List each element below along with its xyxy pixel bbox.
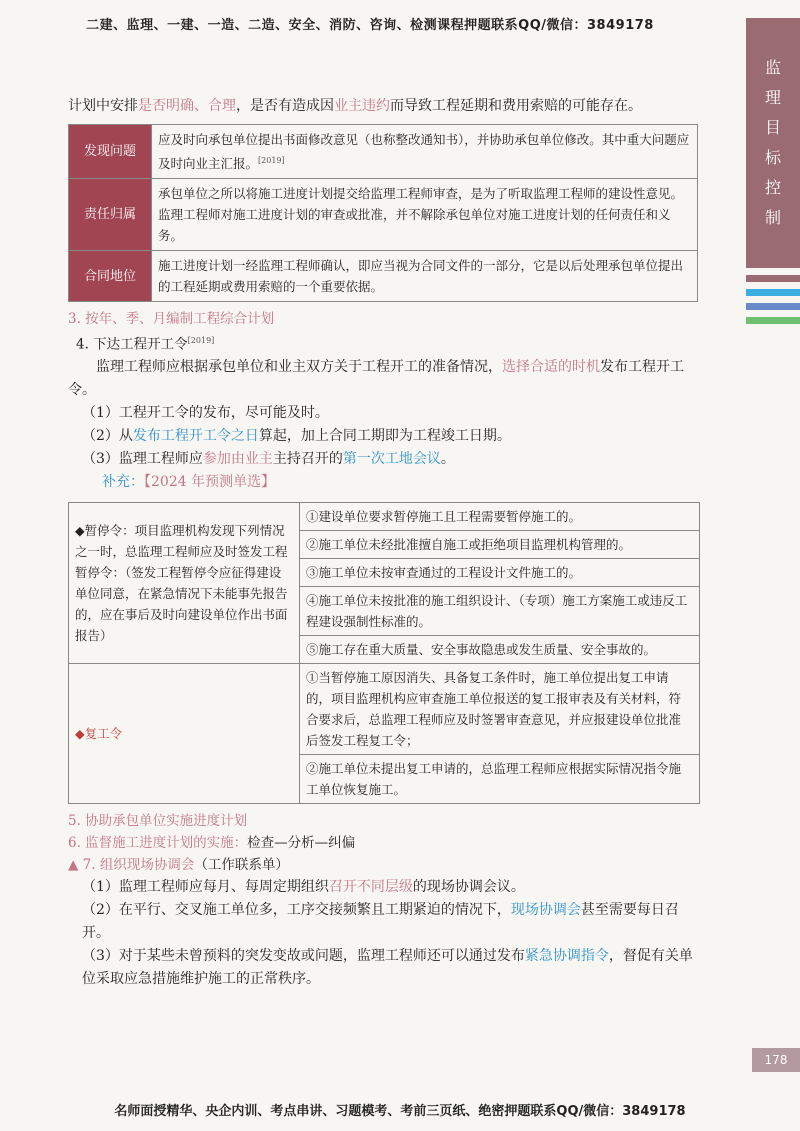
item-highlight: 发布工程开工令之日 <box>132 427 259 444</box>
year-note: [2019] <box>187 336 215 346</box>
side-tab-char: 制 <box>764 208 781 227</box>
bottom-banner: 名师面授精华、央企内训、考点串讲、习题模考、考前三页纸、绝密押题联系QQ/微信：3849178 <box>114 1104 686 1119</box>
stop-item: ③施工单位未按审查通过的工程设计文件施工的。 <box>300 558 700 586</box>
item-highlight: 紧急协调指令 <box>524 947 609 964</box>
para-text: 监理工程师应根据承包单位和业主双方关于工程开工的准备情况， <box>96 358 502 375</box>
side-tab-char: 理 <box>764 88 781 107</box>
item-text: 主持召开的 <box>272 450 343 467</box>
side-stripe <box>746 317 800 324</box>
s7-item-1 <box>68 876 700 899</box>
table-row <box>69 179 698 251</box>
s7-item-3 <box>68 945 700 991</box>
section-4-paragraph <box>68 356 700 402</box>
stop-item: ④施工单位未按批准的施工组织设计、（专项）施工方案施工或违反工程建设强制性标准的。 <box>300 586 700 635</box>
intro-text: ，是否有造成因 <box>236 98 334 114</box>
year-note: [2019] <box>258 156 285 165</box>
section-6-text: 检查—分析—纠偏 <box>247 834 356 851</box>
item-highlight: 第一次工地会议 <box>342 450 441 467</box>
item-highlight: 召开不同层级 <box>328 878 413 895</box>
row-text: 承包单位之所以将施工进度计划提交给监理工程师审查，是为了听取监理工程师的建设性意见。监理工程师对施工进度计划的审查或批准，并不解除承包单位对施工进度计划的任何责任和义务。 <box>152 179 698 251</box>
resume-item: ①当暂停施工原因消失、具备复工条件时，施工单位提出复工申请的，项目监理机构应审查施工单位报送的复工报审表及有关材料，符合要求后，总监理工程师应及时签署审查意见，并应报建设单位批准后签发工程复工令； <box>300 663 700 754</box>
section-5-title: 5. 协助承包单位实施进度计划 <box>68 812 248 829</box>
section-4-title <box>68 330 700 356</box>
section-7-text: （工作联系单） <box>194 856 289 873</box>
row-body: 应及时向承包单位提出书面修改意见（也称整改通知书），并协助承包单位修改。其中重大问题应及时向业主汇报。 <box>158 132 690 172</box>
resume-item: ②施工单位未提出复工申请的，总监理工程师应根据实际情况指令施工单位恢复施工。 <box>300 754 700 803</box>
item-text: 。 <box>440 450 455 467</box>
supplement-tag: 【2024 年预测单选】 <box>144 473 276 490</box>
side-stripe <box>746 303 800 310</box>
side-stripe <box>746 275 800 282</box>
side-tab-char: 标 <box>764 148 781 167</box>
supplement <box>68 471 700 494</box>
item-text: 算起，加上合同工期即为工程竣工日期。 <box>258 427 511 444</box>
side-tab-char: 目 <box>764 118 781 137</box>
row-text <box>152 125 698 179</box>
side-stripes <box>746 268 800 324</box>
stop-item: ⑤施工存在重大质量、安全事故隐患或发生质量、安全事故的。 <box>300 635 700 663</box>
page-content <box>68 95 700 991</box>
s4-item-3 <box>68 448 700 471</box>
item-highlight: 现场协调会 <box>510 901 581 918</box>
table-row <box>69 251 698 302</box>
top-banner: 二建、监理、一建、一造、二造、安全、消防、咨询、检测课程押题联系QQ/微信：3849178 <box>86 18 654 33</box>
side-tab-char: 控 <box>764 178 781 197</box>
item-text: （2）从 <box>82 427 133 444</box>
side-tab-char: 监 <box>764 58 781 77</box>
section-6-label: 6. 监督施工进度计划的实施： <box>68 834 248 851</box>
row-text: 施工进度计划一经监理工程师确认，即应当视为合同文件的一部分，它是以后处理承包单位提出的工程延期或费用索赔的一个重要依据。 <box>152 251 698 302</box>
section-4-text: 4. 下达工程开工令 <box>76 336 188 353</box>
stop-item: ①建设单位要求暂停施工且工程需要暂停施工的。 <box>300 502 700 530</box>
para-text: 发布工程开工令。 <box>68 358 684 398</box>
intro-highlight: 是否明确、合理 <box>138 98 236 114</box>
row-head: 发现问题 <box>69 125 152 179</box>
item-text: 甚至需要每日召开。 <box>82 901 679 941</box>
s7-item-2 <box>68 899 700 945</box>
section-3-title: 3. 按年、季、月编制工程综合计划 <box>68 311 275 328</box>
item-text: 的现场协调会议。 <box>412 878 525 895</box>
intro-text: 而导致工程延期和费用索赔的可能存在。 <box>390 98 642 114</box>
stop-order-cell: ◆暂停令：项目监理机构发现下列情况之一时，总监理工程师应及时签发工程暂停令：（签发工程暂停令应征得建设单位同意，在紧急情况下未能事先报告的，应在事后及时向建设单位作出书面报告） <box>69 502 300 663</box>
resume-order-cell <box>69 663 300 803</box>
intro-paragraph <box>68 95 700 118</box>
chapter-side-tab <box>746 18 800 268</box>
item-text: （1）监理工程师应每月、每周定期组织 <box>82 878 329 895</box>
section-7-title <box>68 854 700 876</box>
review-table <box>68 124 698 302</box>
resume-label: ◆复工令 <box>75 725 123 741</box>
table-row <box>69 125 698 179</box>
para-highlight: 选择合适的时机 <box>502 358 600 375</box>
item-text: ，督促有关单位采取应急措施维护施工的正常秩序。 <box>82 947 693 987</box>
stop-item: ②施工单位未经批准擅自施工或拒绝项目监理机构管理的。 <box>300 530 700 558</box>
row-head: 合同地位 <box>69 251 152 302</box>
stop-resume-table <box>68 502 700 804</box>
section-6-title <box>68 832 700 854</box>
intro-text: 计划中安排 <box>68 98 138 114</box>
side-stripe <box>746 289 800 296</box>
s4-item-2 <box>68 425 700 448</box>
row-head: 责任归属 <box>69 179 152 251</box>
intro-highlight: 业主违约 <box>334 98 390 114</box>
table-row <box>69 502 700 530</box>
item-text: （2）在平行、交叉施工单位多，工序交接频繁且工期紧迫的情况下， <box>82 901 511 918</box>
item-text: （3）对于某些未曾预料的突发变故或问题，监理工程师还可以通过发布 <box>82 947 525 964</box>
supplement-label: 补充： <box>102 473 144 490</box>
page-number: 178 <box>752 1048 800 1072</box>
table-row <box>69 663 700 754</box>
item-text: （3）监理工程师应 <box>82 450 203 467</box>
item-highlight: 参加由业主 <box>202 450 273 467</box>
s4-item-1: （1）工程开工令的发布，尽可能及时。 <box>82 404 329 421</box>
section-7-label: ▲ 7. 组织现场协调会 <box>68 856 195 873</box>
